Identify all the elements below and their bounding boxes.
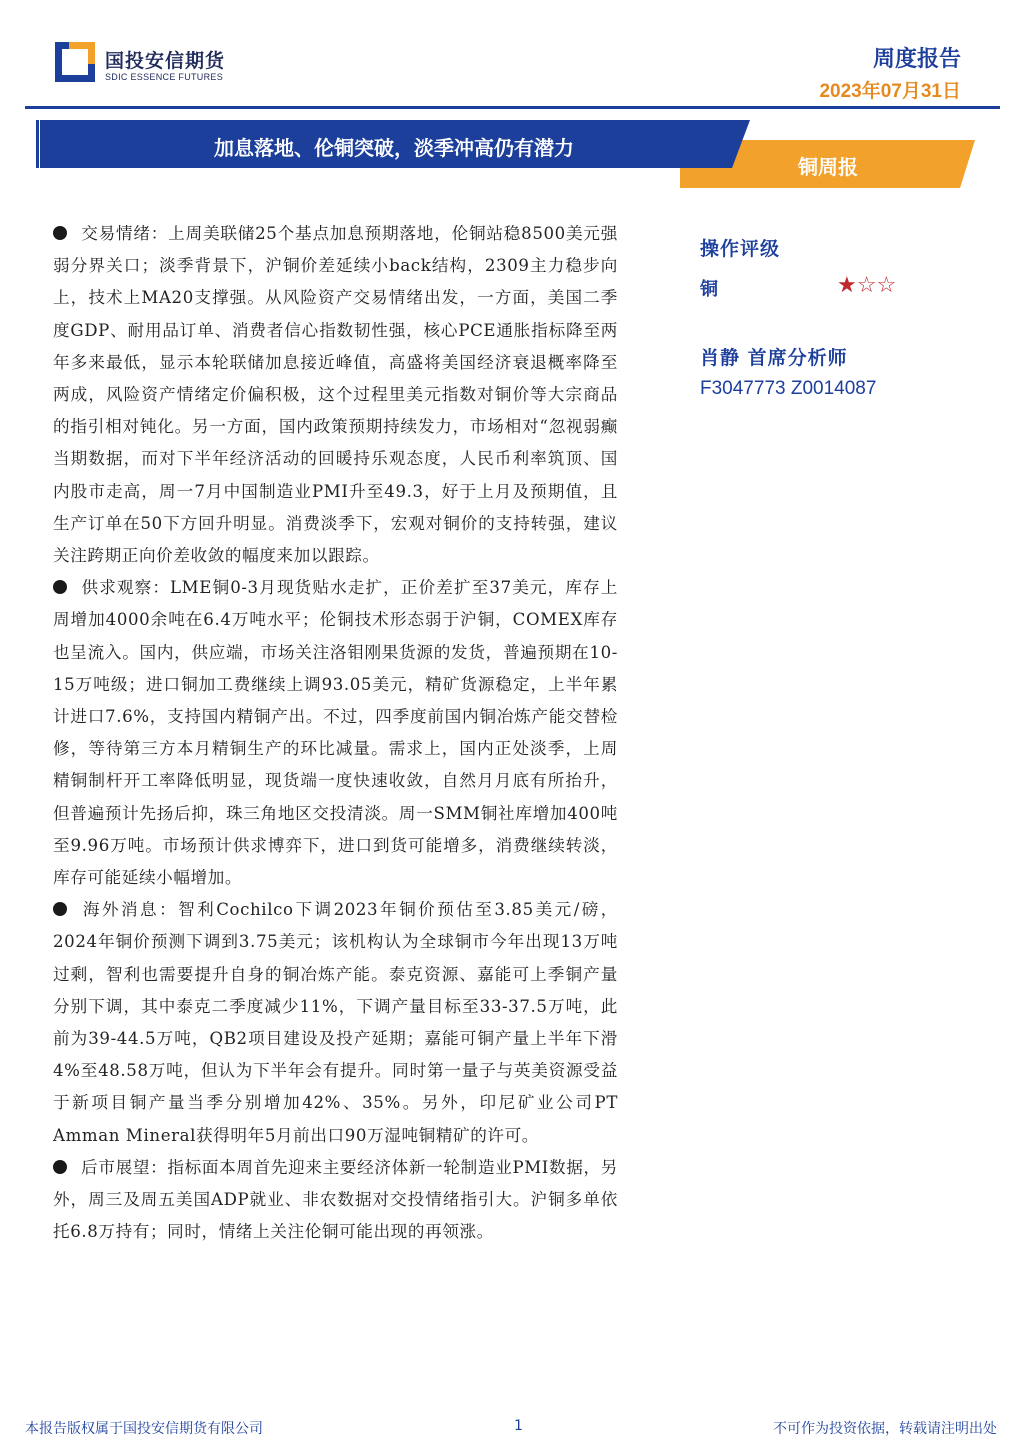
paragraph-overseas-news: 海外消息：智利Cochilco下调2023年铜价预估至3.85美元/磅，2024年铜价预测下调到3.75美元；该机构认为全球铜市今年出现13万吨过剩，智利也需要提升自身的铜冶炼产能。泰克资源、嘉能可上季铜产量分别下调，其中泰克二季度减少11%，下调产量目标至33-37.5万吨，此前为39-44.5万吨，QB2项目建设及投产延期；嘉能可铜产量上半年下滑4%至48.58万吨，但认为下半年会有提升。同时第一量子与英美资源受益于新项目铜产量当季分别增加42%、35%。另外，印尼矿业公司PT Amman Mineral获得明年5月前出口90万湿吨铜精矿的许可。 [53,900,618,1145]
report-title: 加息落地、伦铜突破，淡季冲高仍有潜力 [214,136,574,160]
rating-stars-icon: ★☆☆ [837,273,897,298]
bullet-icon [53,580,67,594]
report-body [53,218,618,1249]
rating-heading: 操作评级 [700,238,781,260]
bullet-icon [53,226,67,240]
logo-text-en: SDIC ESSENCE FUTURES [105,72,224,82]
footer-copyright: 本报告版权属于国投安信期货有限公司 [25,1421,263,1437]
paragraph-outlook: 后市展望：指标面本周首先迎来主要经济体新一轮制造业PMI数据，另外，周三及周五美国ADP就业、非农数据对交投情绪指引大。沪铜多单依托6.8万持有；同时，情绪上关注伦铜可能出现的再领涨。 [53,1157,618,1242]
report-category-tag: 铜周报 [798,155,858,179]
rating-commodity: 铜 [700,279,718,300]
analyst-name: 肖静 首席分析师 [700,347,848,369]
logo-mark-icon [55,42,95,82]
page-number: 1 [514,1418,523,1434]
paragraph-supply-demand: 供求观察：LME铜0-3月现货贴水走扩，正价差扩至37美元，库存上周增加4000余吨在6.4万吨水平；伦铜技术形态弱于沪铜，COMEX库存也呈流入。国内，供应端，市场关注洛钼刚果货源的发货，普遍预期在10-15万吨级；进口铜加工费继续上调93.05美元，精矿货源稳定，上半年累计进口7.6%，支持国内精铜产出。不过，四季度前国内铜冶炼产能交替检修，等待第三方本月精铜生产的环比减量。需求上，国内正处淡季，上周精铜制杆开工率降低明显，现货端一度快速收敛，自然月月底有所抬升，但普遍预计先扬后抑，珠三角地区交投清淡。周一SMM铜社库增加400吨至9.96万吨。市场预计供求博弈下，进口到货可能增多，消费继续转淡，库存可能延续小幅增加。 [53,578,618,888]
footer-disclaimer: 不可作为投资依据，转载请注明出处 [773,1421,997,1437]
bullet-icon [53,902,67,916]
analyst-license-ids: F3047773 Z0014087 [700,378,877,399]
rating-row [700,273,960,307]
logo-text-cn: 国投安信期货 [105,50,226,72]
report-type: 周度报告 [872,47,961,72]
paragraph-trading-sentiment: 交易情绪：上周美联储25个基点加息预期落地，伦铜站稳8500美元强弱分界关口；淡季背景下，沪铜价差延续小back结构，2309主力稳步向上，技术上MA20支撑强。从风险资产交易情绪出发，一方面，美国二季度GDP、耐用品订单、消费者信心指数韧性强，核心PCE通胀指标降至两年多来最低，显示本轮联储加息接近峰值，高盛将美国经济衰退概率降至两成，风险资产情绪定价偏积极，这个过程里美元指数对铜价等大宗商品的指引相对钝化。另一方面，国内政策预期持续发力，市场相对“忽视弱癫当期数据，而对下半年经济活动的回暖持乐观态度，人民币利率筑顶、国内股市走高，周一7月中国制造业PMI升至49.3，好于上月及预期值，且生产订单在50下方回升明显。消费淡季下，宏观对铜价的支持转强，建议关注跨期正向价差收敛的幅度来加以跟踪。 [53,224,618,566]
header-divider [25,106,1000,109]
report-date: 2023年07月31日 [819,81,961,102]
company-logo [55,42,235,86]
sidebar [700,234,960,400]
bullet-icon [53,1160,67,1174]
